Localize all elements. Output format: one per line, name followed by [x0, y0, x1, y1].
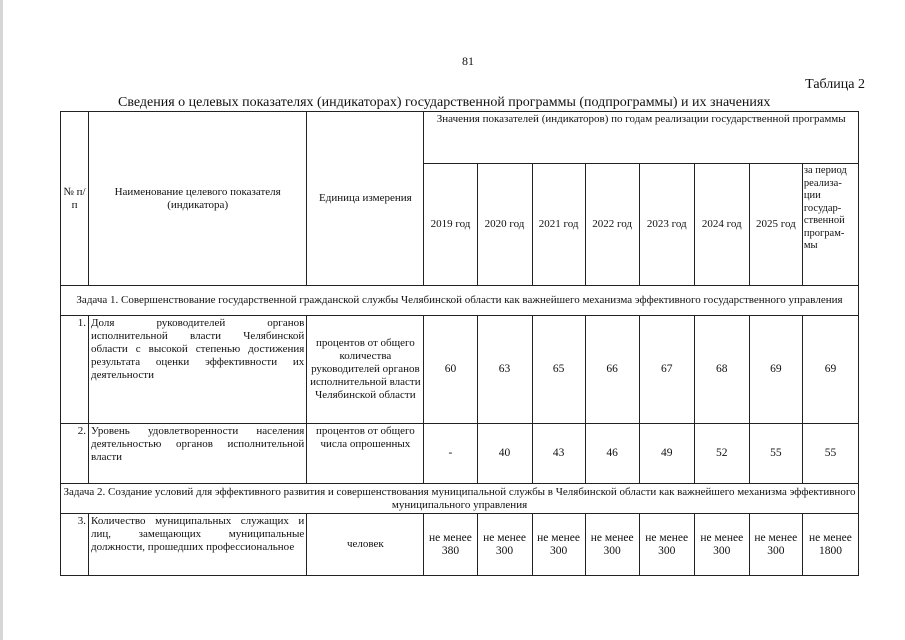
value-cell — [424, 514, 477, 576]
header-num: № п/п — [61, 112, 89, 286]
value-prefix: не менее — [590, 531, 634, 544]
value-prefix: не менее — [754, 531, 798, 544]
value-number: 300 — [713, 544, 731, 557]
value-prefix: не менее — [808, 531, 852, 544]
value-prefix: не менее — [429, 531, 472, 544]
indicator-unit: человек — [307, 514, 424, 576]
value-cell — [802, 514, 858, 576]
task-row — [61, 286, 859, 316]
header-year: 2022 год — [585, 164, 639, 286]
header-period: за период реализа-ции государ-ственной програм-мы — [802, 164, 858, 286]
task-1: Задача 1. Совершенствование государственной гражданской службы Челябинской области как важнейшего механизма эффективного государственного управления — [61, 286, 859, 316]
value-prefix: не менее — [645, 531, 689, 544]
task-row — [61, 484, 859, 514]
header-values-group: Значения показателей (индикаторов) по годам реализации государственной программы — [424, 112, 859, 164]
value-cell — [585, 514, 639, 576]
table-label: Таблица 2 — [805, 77, 865, 92]
value-number: 300 — [495, 544, 514, 557]
table-caption: Сведения о целевых показателях (индикаторах) государственной программы (подпрограммы) и их значениях — [118, 95, 771, 110]
value-cell: 43 — [532, 424, 585, 484]
value-prefix: не менее — [700, 531, 744, 544]
value-prefix: не менее — [483, 531, 526, 544]
page-number: 81 — [462, 54, 474, 68]
value-cell: 67 — [639, 316, 694, 424]
indicator-unit: процентов от общего количества руководителей органов исполнительной власти Челябинской области — [307, 316, 424, 424]
value-cell: 46 — [585, 424, 639, 484]
page-edge-shadow — [0, 0, 3, 640]
value-cell: 52 — [694, 424, 749, 484]
header-name: Наименование целевого показателя (индикатора) — [89, 112, 307, 286]
value-cell: 55 — [802, 424, 858, 484]
header-year: 2024 год — [694, 164, 749, 286]
value-cell: 55 — [749, 424, 802, 484]
value-cell — [477, 514, 532, 576]
indicator-name: Количество муниципальных служащих и лиц, замещающих муниципальные должности, прошедших профессиональное — [89, 514, 307, 576]
value-cell — [639, 514, 694, 576]
header-year: 2019 год — [424, 164, 477, 286]
value-cell: 63 — [477, 316, 532, 424]
value-cell: 40 — [477, 424, 532, 484]
indicators-table — [60, 111, 859, 576]
value-cell: 66 — [585, 316, 639, 424]
task-2: Задача 2. Создание условий для эффективного развития и совершенствования муниципальной службы в Челябинской области как важнейшего механизма эффективного муниципального управления — [61, 484, 859, 514]
header-year: 2021 год — [532, 164, 585, 286]
table-row — [61, 316, 859, 424]
header-row-1 — [61, 112, 859, 164]
header-year: 2023 год — [639, 164, 694, 286]
value-cell: 69 — [749, 316, 802, 424]
header-year: 2025 год — [749, 164, 802, 286]
value-number: 1800 — [818, 544, 842, 557]
row-num: 3. — [61, 514, 89, 576]
value-cell: 69 — [802, 316, 858, 424]
table-row — [61, 514, 859, 576]
indicator-unit: процентов от общего числа опрошенных — [307, 424, 424, 484]
value-number: 300 — [767, 544, 785, 557]
value-cell: 49 — [639, 424, 694, 484]
indicator-name: Доля руководителей органов исполнительной власти Челябинской области с высокой степенью достижения результата оценки эффективности их деятельности — [89, 316, 307, 424]
value-cell — [532, 514, 585, 576]
value-cell: 68 — [694, 316, 749, 424]
value-cell: 60 — [424, 316, 477, 424]
value-number: 300 — [658, 544, 676, 557]
value-cell — [694, 514, 749, 576]
row-num: 2. — [61, 424, 89, 484]
value-cell: - — [424, 424, 477, 484]
indicator-name: Уровень удовлетворенности населения деятельностью органов исполнительной власти — [89, 424, 307, 484]
value-number: 300 — [603, 544, 621, 557]
value-number: 380 — [441, 544, 460, 557]
value-prefix: не менее — [537, 531, 581, 544]
header-year: 2020 год — [477, 164, 532, 286]
row-num: 1. — [61, 316, 89, 424]
value-number: 300 — [549, 544, 568, 557]
value-cell — [749, 514, 802, 576]
value-cell: 65 — [532, 316, 585, 424]
header-unit: Единица измерения — [307, 112, 424, 286]
table-row — [61, 424, 859, 484]
